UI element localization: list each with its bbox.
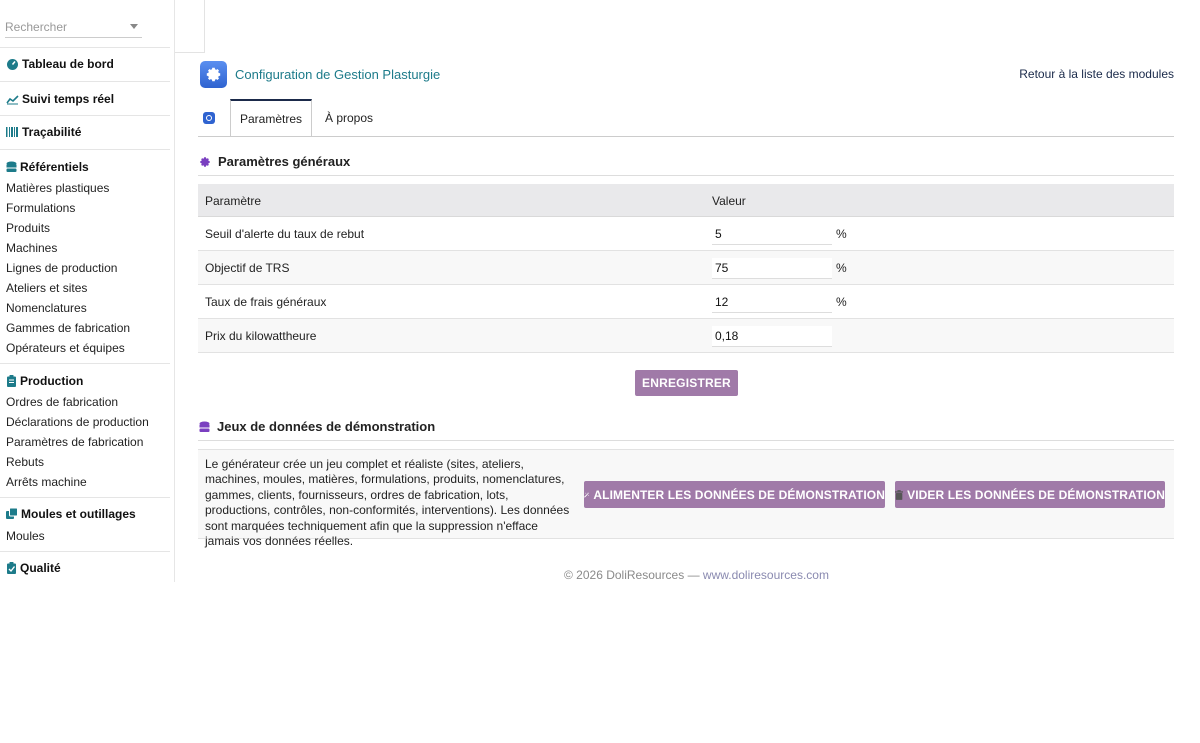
divider (0, 149, 170, 150)
clone-icon (6, 508, 18, 520)
clipboard-check-icon (6, 562, 17, 574)
trash-icon (895, 489, 903, 501)
menu-quality[interactable] (6, 561, 61, 575)
demo-data-header (199, 419, 435, 434)
menu-production[interactable] (6, 374, 83, 388)
menu-item-plastics[interactable]: Matières plastiques (6, 181, 110, 195)
page-title: Configuration de Gestion Plasturgie (235, 67, 441, 82)
table-row (198, 319, 1174, 353)
menu-traceability[interactable] (6, 125, 81, 139)
gauge-icon (6, 58, 19, 70)
menu-item-formulations[interactable]: Formulations (6, 201, 76, 215)
scrap-threshold-input[interactable] (712, 224, 832, 245)
clipboard-icon (6, 375, 17, 387)
module-tab-icon[interactable] (203, 112, 215, 124)
line-chart-icon (6, 94, 19, 105)
menu-item-machines[interactable]: Machines (6, 241, 58, 255)
menu-item-bom[interactable]: Nomenclatures (6, 301, 87, 315)
menu-item-scrap[interactable]: Rebuts (6, 455, 45, 469)
menu-production-label: Production (20, 374, 84, 388)
section-divider (198, 175, 1174, 176)
menu-item-routings[interactable]: Gammes de fabrication (6, 321, 131, 335)
clear-demo-data-button[interactable] (895, 481, 1165, 508)
settings-table (198, 184, 1174, 353)
cog-icon (205, 66, 222, 83)
menu-referentials[interactable] (6, 160, 89, 174)
general-settings-header (199, 154, 350, 169)
menu-item-operators[interactable]: Opérateurs et équipes (6, 341, 125, 355)
col-value-header: Valeur (712, 194, 746, 208)
param-label: Seuil d'alerte du taux de rebut (205, 227, 365, 241)
menu-item-lines[interactable]: Lignes de production (6, 261, 118, 275)
top-tab-placeholder (175, 0, 205, 53)
save-button[interactable]: ENREGISTRER (635, 370, 738, 396)
divider (0, 363, 170, 364)
unit-label: % (836, 227, 847, 241)
footer-copyright: © 2026 DoliResources — (564, 568, 703, 582)
unit-label: % (836, 295, 847, 309)
feed-demo-data-label: ALIMENTER LES DONNÉES DE DÉMONSTRATION (593, 487, 885, 502)
clear-demo-data-label: VIDER LES DONNÉES DE DÉMONSTRATION (907, 487, 1165, 502)
divider (0, 47, 170, 48)
footer (564, 568, 829, 582)
divider (0, 115, 170, 116)
unit-label: % (836, 261, 847, 275)
menu-item-fab-params[interactable]: Paramètres de fabrication (6, 435, 144, 449)
divider (0, 551, 170, 552)
barcode-icon (6, 127, 19, 137)
cog-icon (199, 156, 211, 168)
sidebar (0, 0, 175, 582)
overhead-rate-input[interactable] (712, 292, 832, 313)
database-icon (199, 421, 210, 433)
menu-item-stops[interactable]: Arrêts machine (6, 475, 87, 489)
menu-item-products[interactable]: Produits (6, 221, 51, 235)
divider (0, 497, 170, 498)
menu-quality-label: Qualité (20, 561, 61, 575)
menu-realtime[interactable] (6, 92, 114, 106)
search-input[interactable] (5, 18, 125, 34)
table-row (198, 217, 1174, 251)
chevron-down-icon[interactable] (130, 24, 138, 29)
menu-dashboard[interactable] (6, 57, 114, 71)
section-divider (198, 440, 1174, 441)
menu-item-orders[interactable]: Ordres de fabrication (6, 395, 119, 409)
menu-referentials-label: Référentiels (20, 160, 89, 174)
menu-molds[interactable] (6, 507, 136, 521)
menu-traceability-label: Traçabilité (22, 125, 82, 139)
tab-about[interactable]: À propos (325, 111, 374, 125)
module-icon (200, 61, 227, 88)
magic-wand-icon (584, 489, 589, 501)
menu-dashboard-label: Tableau de bord (22, 57, 114, 71)
menu-molds-label: Moules et outillages (21, 507, 136, 521)
trs-target-input[interactable] (712, 258, 832, 279)
general-settings-title: Paramètres généraux (218, 154, 351, 169)
menu-realtime-label: Suivi temps réel (22, 92, 115, 106)
demo-data-box (198, 449, 1174, 549)
menu-item-declarations[interactable]: Déclarations de production (6, 415, 149, 429)
divider (0, 81, 170, 82)
back-to-modules-link[interactable]: Retour à la liste des modules (1019, 67, 1174, 81)
table-header-row (198, 184, 1174, 217)
tab-settings[interactable]: Paramètres (230, 99, 312, 137)
footer-link[interactable]: www.doliresources.com (702, 568, 829, 582)
param-label: Taux de frais généraux (205, 295, 327, 309)
feed-demo-data-button[interactable] (584, 481, 885, 508)
param-label: Prix du kilowattheure (205, 329, 317, 343)
menu-item-molds[interactable]: Moules (6, 529, 45, 543)
database-icon (6, 161, 17, 173)
table-row (198, 251, 1174, 285)
col-param-header: Paramètre (205, 194, 262, 208)
menu-item-workshops[interactable]: Ateliers et sites (6, 281, 88, 295)
demo-description: Le générateur crée un jeu complet et réaliste (sites, ateliers, machines, moules, matières, formulations, produits, nomenclatures, gammes, clients, fournisseurs, ordres de fabrication, lots, productions, contrôles, non-conformités, interventions). Les données sont marquées techniquement afin que la suppression n'efface jamais vos données réelles. (205, 457, 570, 549)
search-box[interactable] (5, 18, 142, 38)
kwh-price-input[interactable] (712, 326, 832, 347)
tabs-divider (198, 136, 1174, 137)
demo-data-title: Jeux de données de démonstration (217, 419, 436, 434)
param-label: Objectif de TRS (205, 261, 290, 275)
table-row (198, 285, 1174, 319)
